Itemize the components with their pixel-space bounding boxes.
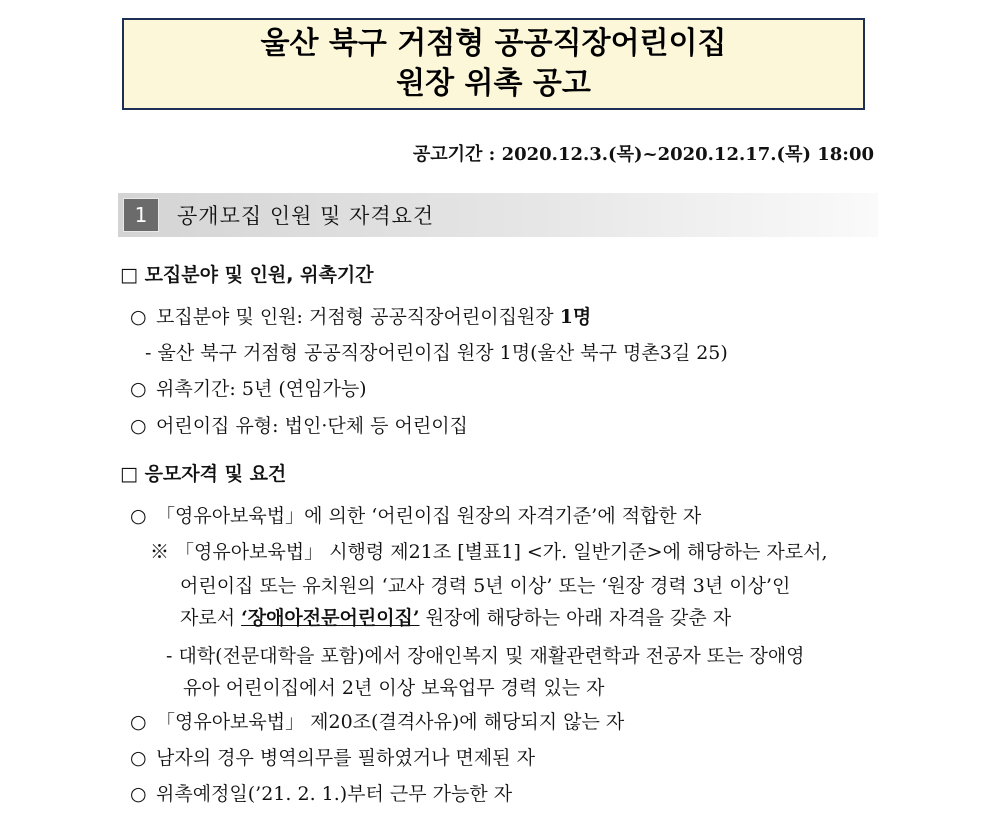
section-number: 1 (123, 198, 159, 232)
bullet-circle: ○ (130, 711, 147, 733)
section-header-1 (118, 193, 878, 237)
qual-note-line-3-pre: 자로서 (180, 607, 242, 629)
qual-note-line-3 (180, 606, 731, 630)
qual-item-1-text: 「영유아보육법」에 의한 ‘어린이집 원장의 자격기준’에 적합한 자 (156, 505, 702, 527)
qual-sub-line-2: 유아 어린이집에서 2년 이상 보육업무 경력 있는 자 (183, 677, 605, 699)
notice-period: 공고기간 : 2020.12.3.(목)~2020.12.17.(목) 18:00 (412, 144, 874, 165)
qual-item-4-text: 위촉예정일(’21. 2. 1.)부터 근무 가능한 자 (156, 783, 513, 805)
qual-item-4 (130, 782, 512, 806)
qual-item-2-text: 「영유아보육법」 제20조(결격사유)에 해당되지 않는 자 (156, 711, 625, 733)
qual-note-line-1: ※ 「영유아보육법」 시행령 제21조 [별표1] <가. 일반기준>에 해당하는 자로서, (150, 541, 828, 563)
qual-note-line-2: 어린이집 또는 유치원의 ‘교사 경력 5년 이상’ 또는 ‘원장 경력 3년 이상’인 (180, 575, 791, 597)
qual-note-line-3-post: 원장에 해당하는 아래 자격을 갖춘 자 (419, 607, 732, 629)
section-title: 공개모집 인원 및 자격요건 (177, 204, 435, 228)
bullet-circle: ○ (130, 505, 147, 527)
qual-item-3-text: 남자의 경우 병역의무를 필하였거나 면제된 자 (156, 747, 535, 769)
recruit-field-text: 모집분야 및 인원: 거점형 공공직장어린이집원장 (156, 306, 560, 328)
recruit-field-detail: - 울산 북구 거점형 공공직장어린이집 원장 1명(울산 북구 명촌3길 25) (145, 342, 728, 364)
recruit-term-item (130, 377, 367, 401)
title-line-2: 원장 위촉 공고 (396, 66, 591, 101)
recruit-heading: □ 모집분야 및 인원, 위촉기간 (120, 264, 374, 286)
bullet-circle: ○ (130, 747, 147, 769)
title-box (122, 18, 865, 110)
recruit-type-text: 어린이집 유형: 법인·단체 등 어린이집 (156, 415, 468, 437)
recruit-type-item (130, 414, 468, 438)
bullet-circle: ○ (130, 306, 147, 328)
title-line-1: 울산 북구 거점형 공공직장어린이집 (260, 26, 727, 61)
qual-sub-line-1: - 대학(전문대학을 포함)에서 장애인복지 및 재활관련학과 전공자 또는 장애영 (166, 645, 805, 667)
recruit-field-item (130, 305, 591, 329)
recruit-field-count: 1명 (559, 306, 592, 328)
recruit-term-text: 위촉기간: 5년 (연임가능) (156, 378, 367, 400)
bullet-circle: ○ (130, 415, 147, 437)
qual-item-1 (130, 504, 701, 528)
bullet-circle: ○ (130, 783, 147, 805)
qual-item-2 (130, 710, 624, 734)
qual-heading: □ 응모자격 및 요건 (120, 463, 287, 485)
bullet-circle: ○ (130, 378, 147, 400)
qual-note-emphasis: ‘장애아전문어린이집’ (241, 607, 420, 629)
qual-item-3 (130, 746, 535, 770)
